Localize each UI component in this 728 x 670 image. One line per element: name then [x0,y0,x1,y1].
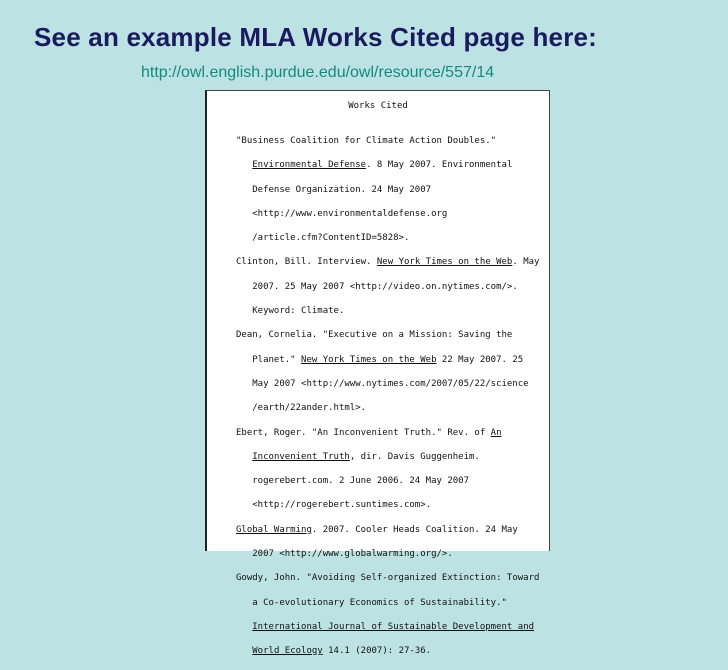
slide-title: See an example MLA Works Cited page here: [34,22,598,52]
citation-line [236,232,539,256]
citation-line [236,451,539,475]
citation-text: 2007 <http://www.globalwarming.org/>. [236,549,453,560]
citation-text [236,452,252,462]
citation-line [236,281,539,305]
works-cited-heading: Works Cited [348,101,408,111]
citation-line [236,499,539,523]
citation-text [236,160,252,170]
citation-text: rogerebert.com. 2 June 2006. 24 May 2007 [236,476,469,487]
citation-text: 14.1 (2007): 27-36. [322,646,432,657]
citation-line [236,305,539,329]
citation-text: /earth/22ander.html>. [236,403,367,414]
citation-line [236,524,539,548]
citation-line [236,184,539,208]
citation-text: Dean, Cornelia. "Executive on a Mission: Saving the [236,330,513,341]
citation-line [236,597,539,621]
citation-line [236,329,539,353]
citation-text: 2007. 25 May 2007 <http://video.on.nytimes.com/>. [236,281,518,292]
citation-line [236,475,539,499]
citation-text: "Business Coalition for Climate Action Doubles." [236,136,497,146]
citation-text: <http://rogerebert.suntimes.com>. [236,500,432,511]
citation-text: Defense Organization. 24 May 2007 [236,184,432,195]
citation-line [236,427,539,451]
citation-title-text: Inconvenient Truth [252,451,350,462]
works-cited-page [205,90,550,657]
citation-line [236,354,539,378]
citation-line [236,645,539,669]
citation-text: , dir. Davis Guggenheim. [349,451,480,462]
citation-line [236,159,539,183]
citation-text: Ebert, Roger. "An Inconvenient Truth." Rev. of [236,427,491,438]
citation-text: May 2007 <http://www.nytimes.com/2007/05/22/science [236,378,529,389]
citation-line [236,256,539,280]
citation-text: . 8 May 2007. Environmental [366,160,513,171]
citation-list [236,135,539,670]
citation-title-text: Environmental Defense [252,160,367,171]
citation-text: . May [512,257,540,268]
citation-text: Keyword: Climate. [236,306,345,317]
citation-text: . 2007. Cooler Heads Coalition. 24 May [311,524,518,535]
citation-text: a Co-evolutionary Economics of Sustainability." [236,597,507,608]
citation-title-text: An [490,427,502,438]
citation-line [236,572,539,596]
citation-text [236,622,252,632]
citation-line [236,208,539,232]
citation-title-text: Global Warming [236,524,312,535]
citation-text: Clinton, Bill. Interview. [236,257,377,268]
citation-text: 22 May 2007. 25 [436,354,524,365]
citation-line [236,402,539,426]
citation-title-text: New York Times on the Web [376,257,513,268]
citation-line [236,135,539,159]
citation-text [236,646,252,656]
resource-link[interactable]: http://owl.english.purdue.edu/owl/resource/557/14 [141,64,495,81]
citation-line [236,378,539,402]
citation-text: <http://www.environmentaldefense.org [236,208,448,219]
citation-text: /article.cfm?ContentID=5828>. [236,233,410,244]
citation-title-text: World Ecology [252,646,323,657]
citation-title-text: New York Times on the Web [301,354,437,365]
citation-title-text: International Journal of Sustainable Development and [252,621,535,632]
citation-line [236,621,539,645]
citation-text: Gowdy, John. "Avoiding Self-organized Extinction: Toward [236,573,540,584]
citation-line [236,548,539,572]
citation-text: Planet." [236,354,302,365]
